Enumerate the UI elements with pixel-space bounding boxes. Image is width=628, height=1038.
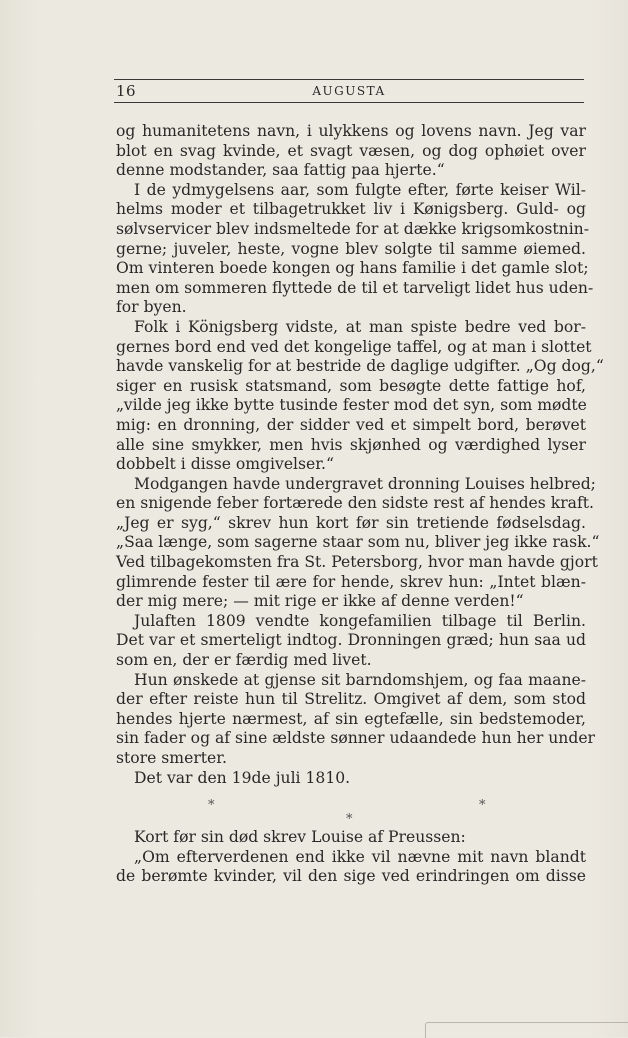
text-line: Folk i Königsberg vidste, at man spiste bedre ved bor- — [134, 317, 586, 336]
text-line: denne modstander, saa fattig paa hjerte.“ — [116, 161, 445, 180]
page-edge-mark — [425, 1022, 628, 1038]
text-line: Ved tilbagekomsten fra St. Petersborg, hvor man havde gjort — [116, 553, 598, 572]
text-line: Det var den 19de juli 1810. — [134, 768, 351, 787]
running-title: AUGUSTA — [312, 84, 386, 98]
asterisk: * — [208, 798, 215, 814]
text-line: der mig mere; — mit rige er ikke af denne verden!“ — [116, 592, 524, 611]
text-line: dobbelt i disse omgivelser.“ — [116, 455, 334, 474]
asterisk: * — [346, 812, 353, 828]
text-line: der efter reiste hun til Strelitz. Omgivet af dem, som stod — [116, 690, 586, 709]
text-line: Modgangen havde undergravet dronning Louises helbred; — [134, 474, 596, 493]
text-line: Om vinteren boede kongen og hans familie i det gamle slot; — [116, 259, 589, 278]
text-line: „Jeg er syg,“ skrev hun kort før sin tretiende fødselsdag. — [116, 513, 586, 532]
section-ornament — [116, 788, 586, 828]
text-line: gerne; juveler, heste, vogne blev solgte til samme øiemed. — [116, 239, 586, 258]
text-line: sølvservicer blev indsmeltede for at dække krigsomkostnin- — [116, 219, 589, 238]
text-line: mig: en dronning, der sidder ved et simpelt bord, berøvet — [116, 415, 586, 434]
text-line: havde vanskelig for at bestride de daglige udgifter. „Og dog,“ — [116, 357, 604, 376]
text-line: Julaften 1809 vendte kongefamilien tilbage til Berlin. — [134, 611, 586, 630]
text-line: glimrende fester til ære for hende, skrev hun: „Intet blæn- — [116, 572, 586, 591]
body-text — [116, 122, 604, 887]
page-number: 16 — [116, 82, 137, 100]
text-line: store smerter. — [116, 749, 227, 767]
text-line: som en, der er færdig med livet. — [116, 651, 372, 670]
page-header — [114, 79, 584, 103]
text-line: og humanitetens navn, i ulykkens og lovens navn. Jeg var — [116, 122, 586, 140]
text-line: de berømte kvinder, vil den sige ved erindringen om disse — [116, 867, 586, 886]
text-line: for byen. — [116, 298, 187, 317]
text-line: men om sommeren flyttede de til et tarveligt lidet hus uden- — [116, 278, 594, 297]
text-line: „Saa længe, som sagerne staar som nu, bliver jeg ikke rask.“ — [116, 533, 600, 552]
text-line: blot en svag kvinde, et svagt væsen, og dog ophøiet over — [116, 141, 586, 160]
text-line: I de ydmygelsens aar, som fulgte efter, førte keiser Wil- — [134, 180, 586, 199]
text-line: helms moder et tilbagetrukket liv i Kønigsberg. Guld- og — [116, 200, 586, 219]
text-line: gernes bord end ved det kongelige taffel, og at man i slottet — [116, 337, 592, 356]
text-line: „vilde jeg ikke bytte tusinde fester mod det syn, som mødte — [116, 396, 587, 415]
text-line: sin fader og af sine ældste sønner udaandede hun her under — [116, 729, 596, 748]
text-line: alle sine smykker, men hvis skjønhed og værdighed lyser — [116, 435, 586, 454]
text-line: en snigende feber fortærede den sidste rest af hendes kraft. — [116, 494, 594, 513]
text-line: Det var et smerteligt indtog. Dronningen græd; hun saa ud — [116, 631, 586, 650]
text-line: Hun ønskede at gjense sit barndomshjem, og faa maane- — [134, 670, 586, 689]
text-line: hendes hjerte nærmest, af sin egtefælle, sin bedstemoder, — [116, 709, 586, 728]
text-line: Kort før sin død skrev Louise af Preussen: — [134, 828, 466, 847]
text-line: „Om efterverdenen end ikke vil nævne mit navn blandt — [134, 847, 586, 866]
asterisk: * — [479, 798, 486, 814]
text-line: siger en rusisk statsmand, som besøgte dette fattige hof, — [116, 376, 586, 395]
